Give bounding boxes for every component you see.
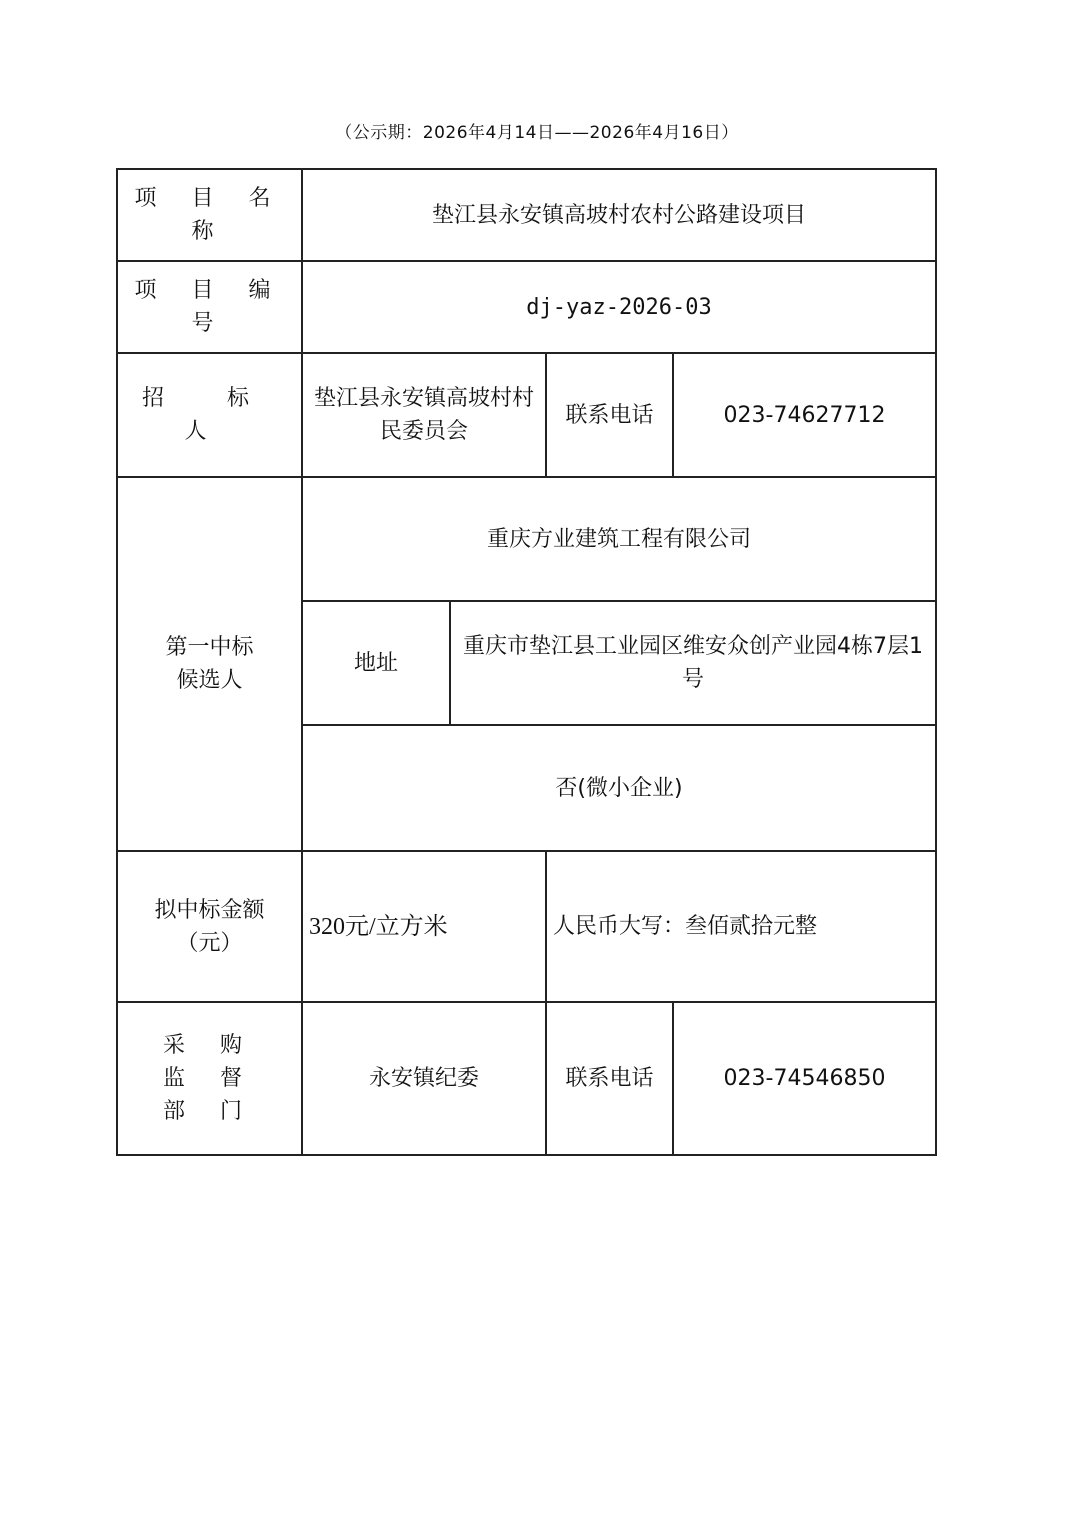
amount-value: 320元/立方米 xyxy=(303,852,547,1003)
supervision-value: 永安镇纪委 xyxy=(303,1003,547,1154)
tenderer-value: 垫江县永安镇高坡村村民委员会 xyxy=(303,354,547,478)
tenderer-phone-label: 联系电话 xyxy=(547,354,674,478)
project-number-value: dj-yaz-2026-03 xyxy=(303,262,935,354)
tenderer-label: 招 标 人 xyxy=(118,354,303,478)
project-number-label: 项 目 编 号 xyxy=(118,262,303,354)
candidate-sme-status: 否(微小企业) xyxy=(303,726,935,852)
supervision-label: 采 购 监 督 部 门 xyxy=(118,1003,303,1154)
candidate-address-label: 地址 xyxy=(303,602,451,726)
tenderer-phone: 023-74627712 xyxy=(674,354,935,478)
candidate-label: 第一中标候选人 xyxy=(118,478,303,852)
publicity-period: （公示期：2026年4月14日——2026年4月16日） xyxy=(335,123,739,143)
amount-uppercase: 人民币大写：叁佰贰拾元整 xyxy=(547,852,935,1003)
candidate-address: 重庆市垫江县工业园区维安众创产业园4栋7层1号 xyxy=(451,602,935,726)
candidate-company: 重庆方业建筑工程有限公司 xyxy=(303,478,935,602)
project-name-value: 垫江县永安镇高坡村农村公路建设项目 xyxy=(303,170,935,262)
result-table xyxy=(116,168,937,1156)
supervision-phone-label: 联系电话 xyxy=(547,1003,674,1154)
supervision-phone: 023-74546850 xyxy=(723,1066,886,1091)
project-name-label: 项 目 名 称 xyxy=(118,170,303,262)
amount-label: 拟中标金额（元） xyxy=(118,852,303,1003)
